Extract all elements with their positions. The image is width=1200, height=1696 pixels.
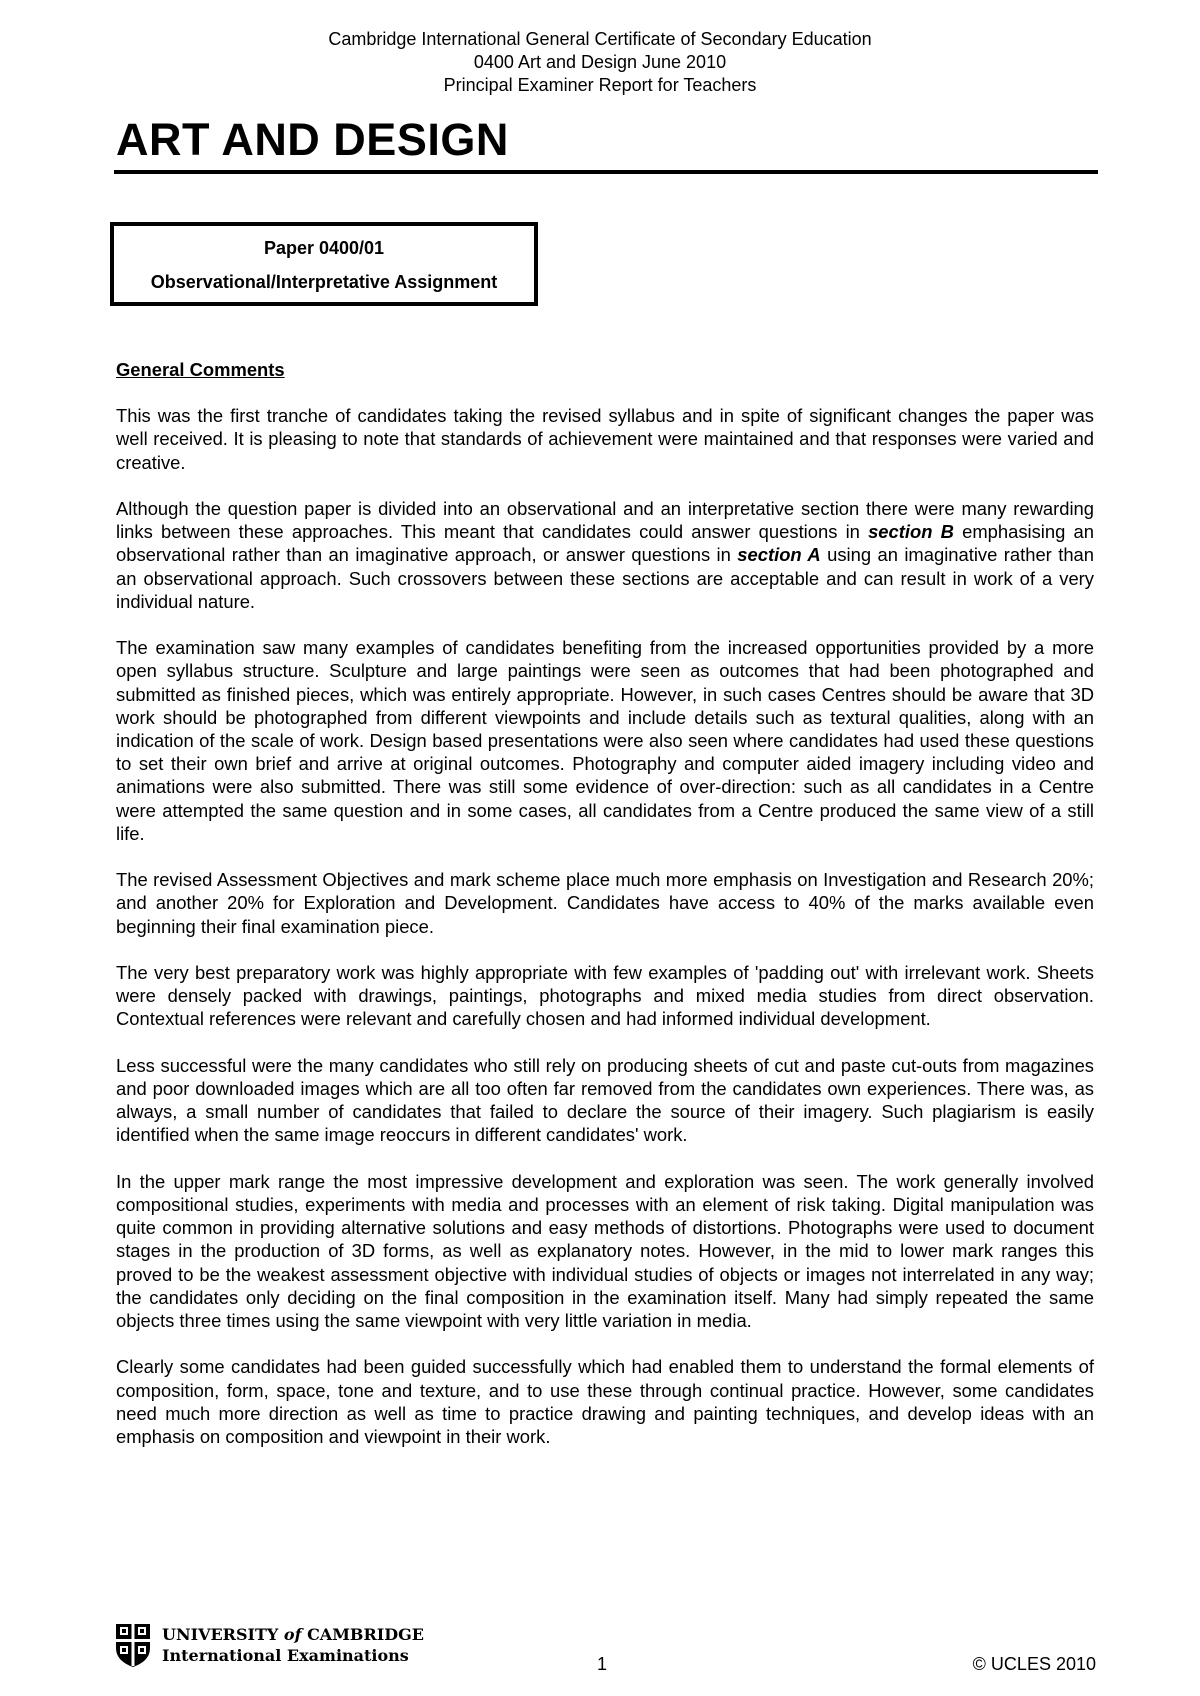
paragraph-2-part-c: using an imaginative rather than an observational approach. Such crossovers between these sections are acceptable and can result in work of a very individual nature. [116, 544, 1095, 612]
logo-of: of [283, 1625, 302, 1644]
paragraph-1: This was the first tranche of candidates taking the revised syllabus and in spite of significant changes the paper was well received. It is pleasing to note that standards of achievement were maintained and that responses were varied and creative. [116, 405, 1094, 473]
paper-info-box [110, 222, 538, 306]
logo-cambridge: CAMBRIDGE [307, 1625, 424, 1644]
page-number: 1 [596, 1654, 607, 1674]
section-b-reference: section B [868, 521, 954, 543]
header-line-1: Cambridge International General Certificate of Secondary Education [328, 29, 872, 49]
title-underline [114, 170, 1098, 174]
section-a-reference: section A [737, 544, 821, 566]
university-shield-icon [114, 1622, 152, 1668]
paragraph-4: The revised Assessment Objectives and mark scheme place much more emphasis on Investigation and Research 20%; and another 20% for Exploration and Development. Candidates have access to 40% of the marks available even beginning their final examination piece. [116, 869, 1094, 937]
section-heading-general-comments: General Comments [116, 359, 285, 380]
paragraph-2 [116, 497, 1094, 613]
paper-code: Paper 0400/01 [263, 238, 385, 258]
paragraph-5: The very best preparatory work was highly appropriate with few examples of 'padding out' with irrelevant work. Sheets were densely packed with drawings, paintings, photographs and mixed media studies from direct observation. Contextual references were relevant and carefully chosen and had informed individual development. [116, 962, 1094, 1030]
document-title: ART AND DESIGN [116, 114, 509, 165]
logo-university: UNIVERSITY [162, 1625, 279, 1644]
logo-international-line: International Examinations [162, 1646, 409, 1665]
copyright-notice: © UCLES 2010 [972, 1654, 1096, 1674]
paragraph-3: The examination saw many examples of candidates benefiting from the increased opportunities provided by a more open syllabus structure. Sculpture and large paintings were seen as outcomes that had been photographed and submitted as finished pieces, which was entirely appropriate. However, in such cases Centres should be aware that 3D work should be photographed from different viewpoints and include details such as textural qualities, along with an indication of the scale of work. Design based presentations were also seen where candidates had used these questions to set their own brief and arrive at original outcomes. Photography and computer aided imagery including video and animations were also submitted. There was still some evidence of over-direction: such as all candidates in a Centre were attempted the same question and in some cases, all candidates from a Centre produced the same view of a still life. [116, 637, 1094, 844]
paragraph-7: In the upper mark range the most impressive development and exploration was seen. The work generally involved compositional studies, experiments with media and processes with an element of risk taking. Digital manipulation was quite common in providing alternative solutions and easy methods of distortions. Photographs were used to document stages in the production of 3D forms, as well as explanatory notes. However, in the mid to lower mark ranges this proved to be the weakest assessment objective with individual studies of objects or images not interrelated in any way; the candidates only deciding on the final composition in the examination itself. Many had simply repeated the same objects three times using the same viewpoint with very little variation in media. [116, 1170, 1094, 1332]
logo-wordmark [162, 1624, 424, 1666]
cambridge-logo [114, 1622, 424, 1668]
page-header [0, 28, 1200, 97]
paragraph-8: Clearly some candidates had been guided successfully which had enabled them to understand the formal elements of composition, form, space, tone and texture, and to use these through continual practice. However, some candidates need much more direction as well as time to practice drawing and painting techniques, and develop ideas with an emphasis on composition and viewpoint in their work. [116, 1356, 1094, 1448]
report-body [116, 358, 1094, 1471]
paragraph-6: Less successful were the many candidates who still rely on producing sheets of cut and paste cut-outs from magazines and poor downloaded images which are all too often far removed from the candidates own experiences. There was, as always, a small number of candidates that failed to declare the source of their imagery. Such plagiarism is easily identified when the same image reoccurs in different candidates' work. [116, 1054, 1094, 1146]
paper-name: Observational/Interpretative Assignment [150, 272, 498, 292]
paragraph-2-part-b: emphasising an observational rather than an imaginative approach, or answer questions in [116, 521, 1094, 566]
header-line-3: Principal Examiner Report for Teachers [443, 75, 757, 95]
paragraph-2-part-a: Although the question paper is divided into an observational and an interpretative section there were many rewarding links between these approaches. This meant that candidates could answer questions in [116, 498, 1094, 543]
logo-university-line [162, 1624, 424, 1645]
header-line-2: 0400 Art and Design June 2010 [473, 52, 727, 72]
